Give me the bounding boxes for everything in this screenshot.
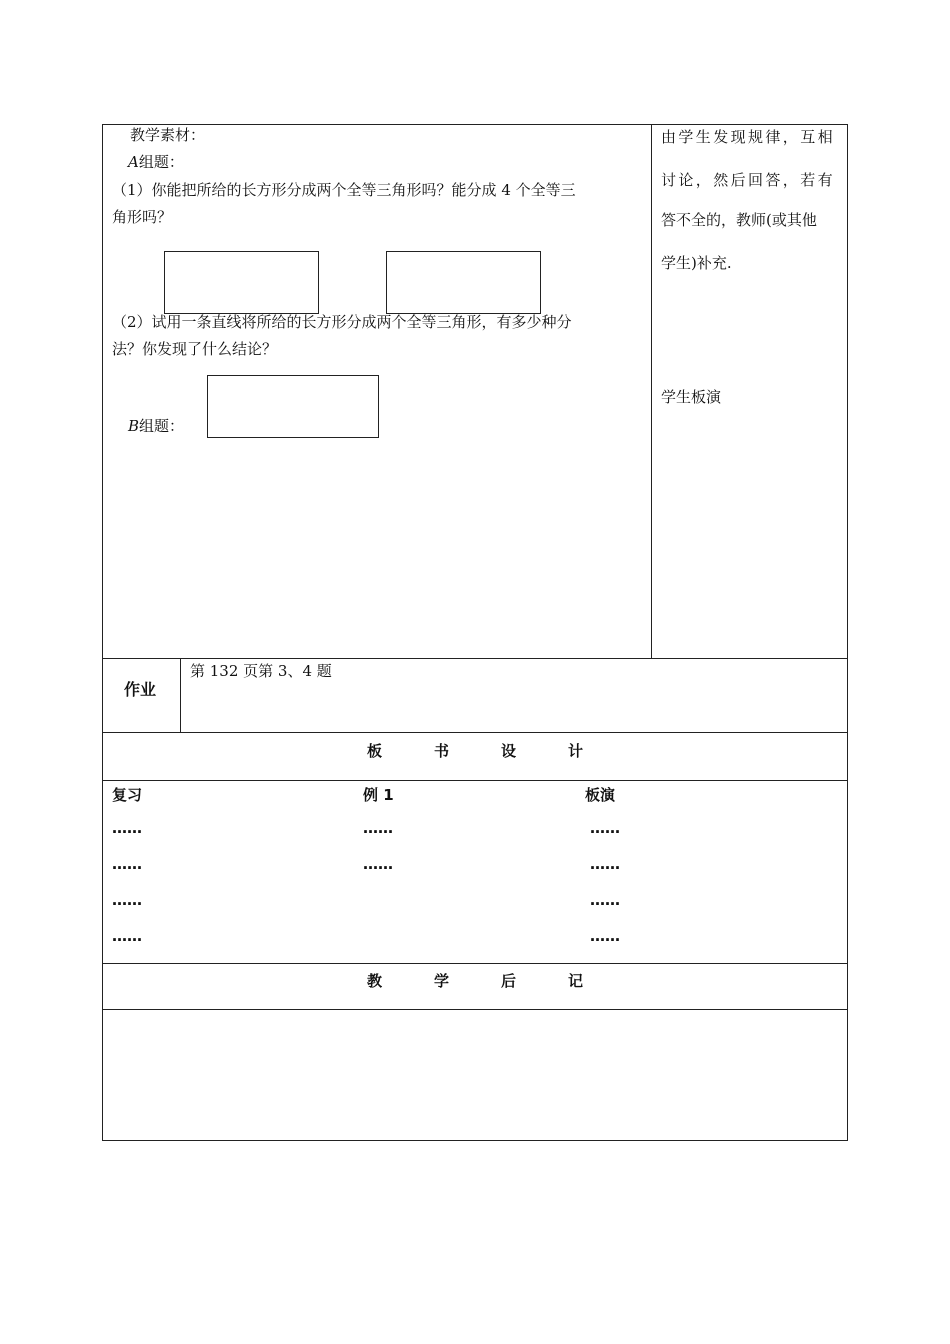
row-divider-board-title [102,732,848,733]
postscript-title-char-3: 后 [501,972,517,990]
material-heading: 教学素材： [130,126,206,144]
board-col-board-work-item: …… [590,819,620,837]
group-b-heading [128,416,184,436]
board-col-example-item: …… [363,819,393,837]
postscript-content-area[interactable] [103,1010,847,1140]
postscript-title-char-4: 记 [568,972,584,990]
board-col-review-item: …… [112,855,142,873]
question-1-line-2: 角形吗？ [112,208,173,226]
table-left-border [102,124,103,1141]
rectangle-figure-3 [207,375,379,438]
table-bottom-border [102,1140,848,1141]
board-col-review-item: …… [112,819,142,837]
group-a-heading [128,152,184,172]
side-column-divider [651,124,652,658]
group-b-letter: B [128,417,140,435]
side-note-line-4: 学生)补充. [661,254,732,272]
postscript-title-char-1: 教 [367,972,383,990]
board-col-review-header: 复习 [112,786,143,804]
side-note-line-5: 学生板演 [661,388,722,406]
board-col-board-work-header: 板演 [585,786,616,804]
homework-label-divider [180,658,181,732]
board-col-review-item: …… [112,927,142,945]
board-col-board-work-item: …… [590,891,620,909]
table-top-border [102,124,848,125]
homework-label: 作业 [124,680,157,699]
homework-content: 第 132 页第 3、4 题 [190,662,332,680]
board-design-title-char-3: 设 [501,742,517,760]
group-a-letter: A [128,153,139,171]
rectangle-figure-1 [164,251,319,314]
board-col-example-header: 例 1 [363,786,394,804]
board-col-board-work-item: …… [590,855,620,873]
group-a-suffix: 组题： [138,153,184,171]
row-divider-homework [102,658,848,659]
row-divider-board-content [102,780,848,781]
side-note-line-3: 答不全的，教师(或其他 [661,211,817,229]
group-b-suffix: 组题： [139,417,185,435]
side-note-line-1: 由学生发现规律，互相 [661,128,836,146]
rectangle-figure-2 [386,251,541,314]
board-col-review-item: …… [112,891,142,909]
board-design-title-char-4: 计 [568,742,584,760]
question-2-line-1: （2）试用一条直线将所给的长方形分成两个全等三角形，有多少种分 [112,313,572,331]
postscript-title-char-2: 学 [434,972,450,990]
question-1-line-1: （1）你能把所给的长方形分成两个全等三角形吗？能分成 4 个全等三 [112,181,576,199]
side-note-line-2: 讨论，然后回答，若有 [661,171,836,189]
board-design-title-char-1: 板 [367,742,383,760]
board-design-title-char-2: 书 [434,742,450,760]
row-divider-postscript-title [102,963,848,964]
question-2-line-2: 法？你发现了什么结论？ [112,340,278,358]
board-col-example-item: …… [363,855,393,873]
board-col-board-work-item: …… [590,927,620,945]
table-right-border [847,124,848,1141]
